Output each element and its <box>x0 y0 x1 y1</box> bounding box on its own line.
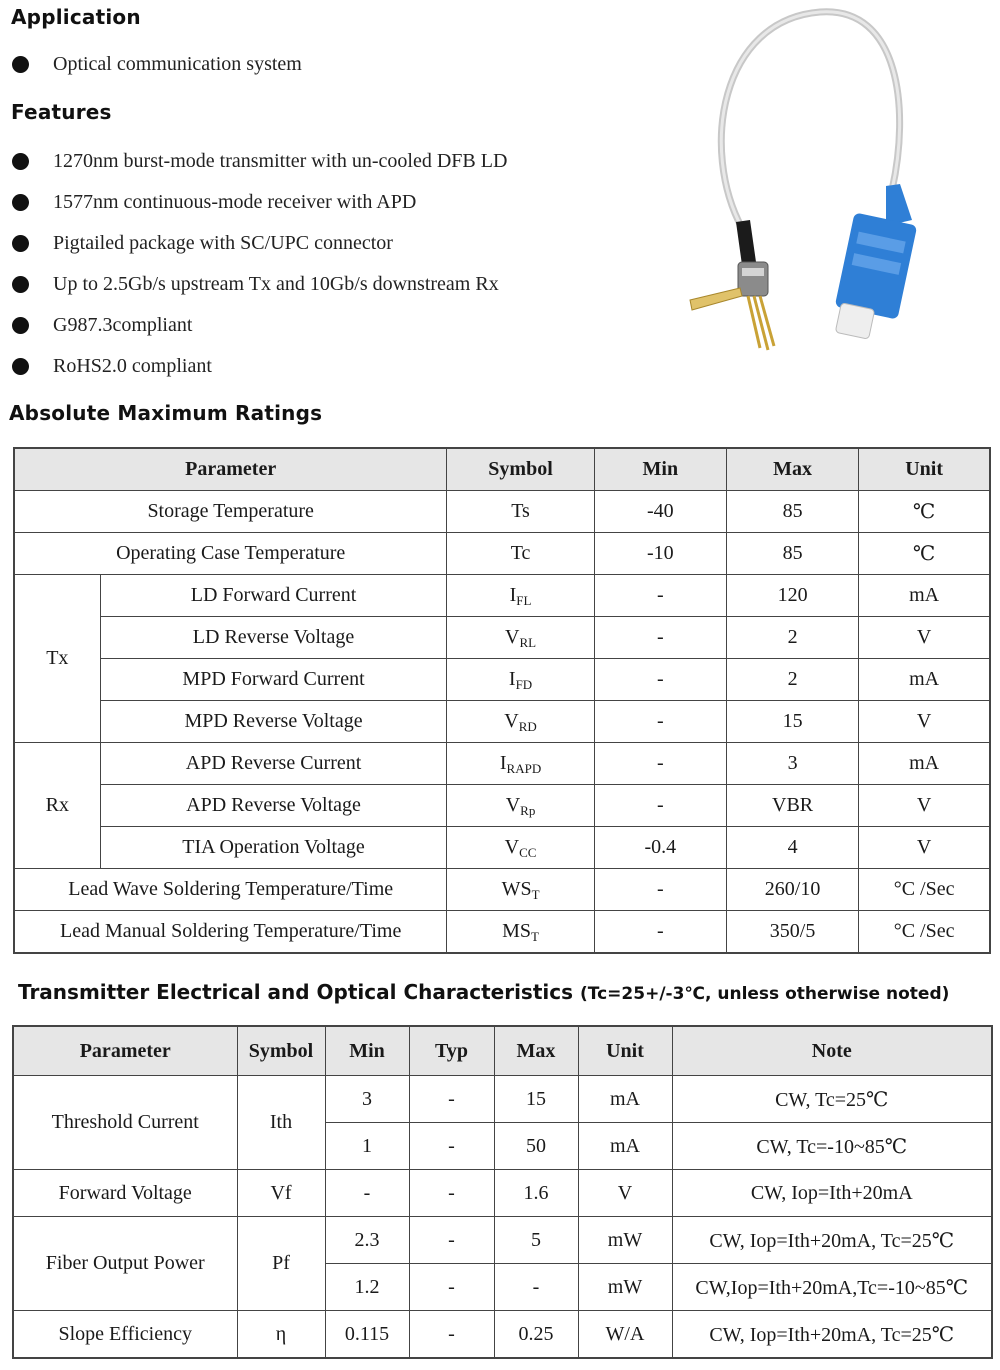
tx-chars-condition: (Tc=25+/-3℃, unless otherwise noted) <box>579 984 950 1004</box>
table-row: Fiber Output Power Pf 2.3 - 5 mW CW, Iop=Ith+20mA, Tc=25℃ <box>13 1217 992 1264</box>
header-symbol: Symbol <box>237 1026 325 1076</box>
bullet-icon <box>12 317 29 334</box>
list-item: 1270nm burst-mode transmitter with un-cooled DFB LD <box>12 141 507 182</box>
tx-chars-table <box>12 1025 993 1359</box>
header-unit: Unit <box>578 1026 672 1076</box>
header-max: Max <box>494 1026 578 1076</box>
bullet-icon <box>12 235 29 252</box>
list-item: Up to 2.5Gb/s upstream Tx and 10Gb/s downstream Rx <box>12 264 507 305</box>
abs-max-heading: Absolute Maximum Ratings <box>9 401 323 425</box>
table-row: LD Reverse Voltage $V_{RL}$ - 2 V <box>14 617 990 659</box>
table-row: 1.2 - - mW CW,Iop=Ith+20mA,Tc=-10~85℃ <box>13 1264 992 1311</box>
table-header-row <box>13 1026 992 1076</box>
table-row: MPD Reverse Voltage $V_{RD}$ - 15 V <box>14 701 990 743</box>
bullet-icon <box>12 276 29 293</box>
table-row: Slope Efficiency η 0.115 - 0.25 W/A CW, Iop=Ith+20mA, Tc=25℃ <box>13 1311 992 1359</box>
bullet-icon <box>12 194 29 211</box>
header-typ: Typ <box>409 1026 494 1076</box>
table-row: Tx LD Forward Current $I_{FL}$ - 120 mA <box>14 575 990 617</box>
application-heading: Application <box>11 5 141 29</box>
table-row: Lead Manual Soldering Temperature/Time $MS_T$ - 350/5 °C /Sec <box>14 911 990 954</box>
header-parameter: Parameter <box>13 1026 237 1076</box>
features-list <box>12 141 507 387</box>
list-item: G987.3compliant <box>12 305 507 346</box>
table-row: Threshold Current Ith 3 - 15 mA CW, Tc=25℃ <box>13 1076 992 1123</box>
table-row: Operating Case Temperature Tc -10 85 ℃ <box>14 533 990 575</box>
product-image <box>660 0 1000 372</box>
table-row: TIA Operation Voltage $V_{CC}$ -0.4 4 V <box>14 827 990 869</box>
tx-chars-heading: Transmitter Electrical and Optical Characteristics (Tc=25+/-3℃, unless otherwise noted) <box>18 980 950 1004</box>
table-row: Storage Temperature Ts -40 85 ℃ <box>14 491 990 533</box>
table-row: Forward Voltage Vf - - 1.6 V CW, Iop=Ith+20mA <box>13 1170 992 1217</box>
list-item: 1577nm continuous-mode receiver with APD <box>12 182 507 223</box>
bullet-icon <box>12 358 29 375</box>
group-label-tx: Tx <box>14 575 100 743</box>
header-note: Note <box>672 1026 992 1076</box>
header-max: Max <box>726 448 858 491</box>
list-item: Pigtailed package with SC/UPC connector <box>12 223 507 264</box>
abs-max-table <box>13 447 991 954</box>
header-parameter: Parameter <box>14 448 447 491</box>
list-item: RoHS2.0 compliant <box>12 346 507 387</box>
table-row: MPD Forward Current $I_{FD}$ - 2 mA <box>14 659 990 701</box>
features-heading: Features <box>11 100 112 124</box>
table-row: Rx APD Reverse Current $I_{RAPD}$ - 3 mA <box>14 743 990 785</box>
header-symbol: Symbol <box>447 448 594 491</box>
header-min: Min <box>594 448 726 491</box>
header-unit: Unit <box>859 448 990 491</box>
table-row: 1 - 50 mA CW, Tc=-10~85℃ <box>13 1123 992 1170</box>
bullet-icon <box>12 56 29 73</box>
group-label-rx: Rx <box>14 743 100 869</box>
table-row: Lead Wave Soldering Temperature/Time $WS_T$ - 260/10 °C /Sec <box>14 869 990 911</box>
list-item: Optical communication system <box>12 44 302 85</box>
bullet-icon <box>12 153 29 170</box>
header-min: Min <box>325 1026 409 1076</box>
table-header-row <box>14 448 990 491</box>
table-row: APD Reverse Voltage $V_{Rp}$ - VBR V <box>14 785 990 827</box>
application-list <box>12 44 302 85</box>
